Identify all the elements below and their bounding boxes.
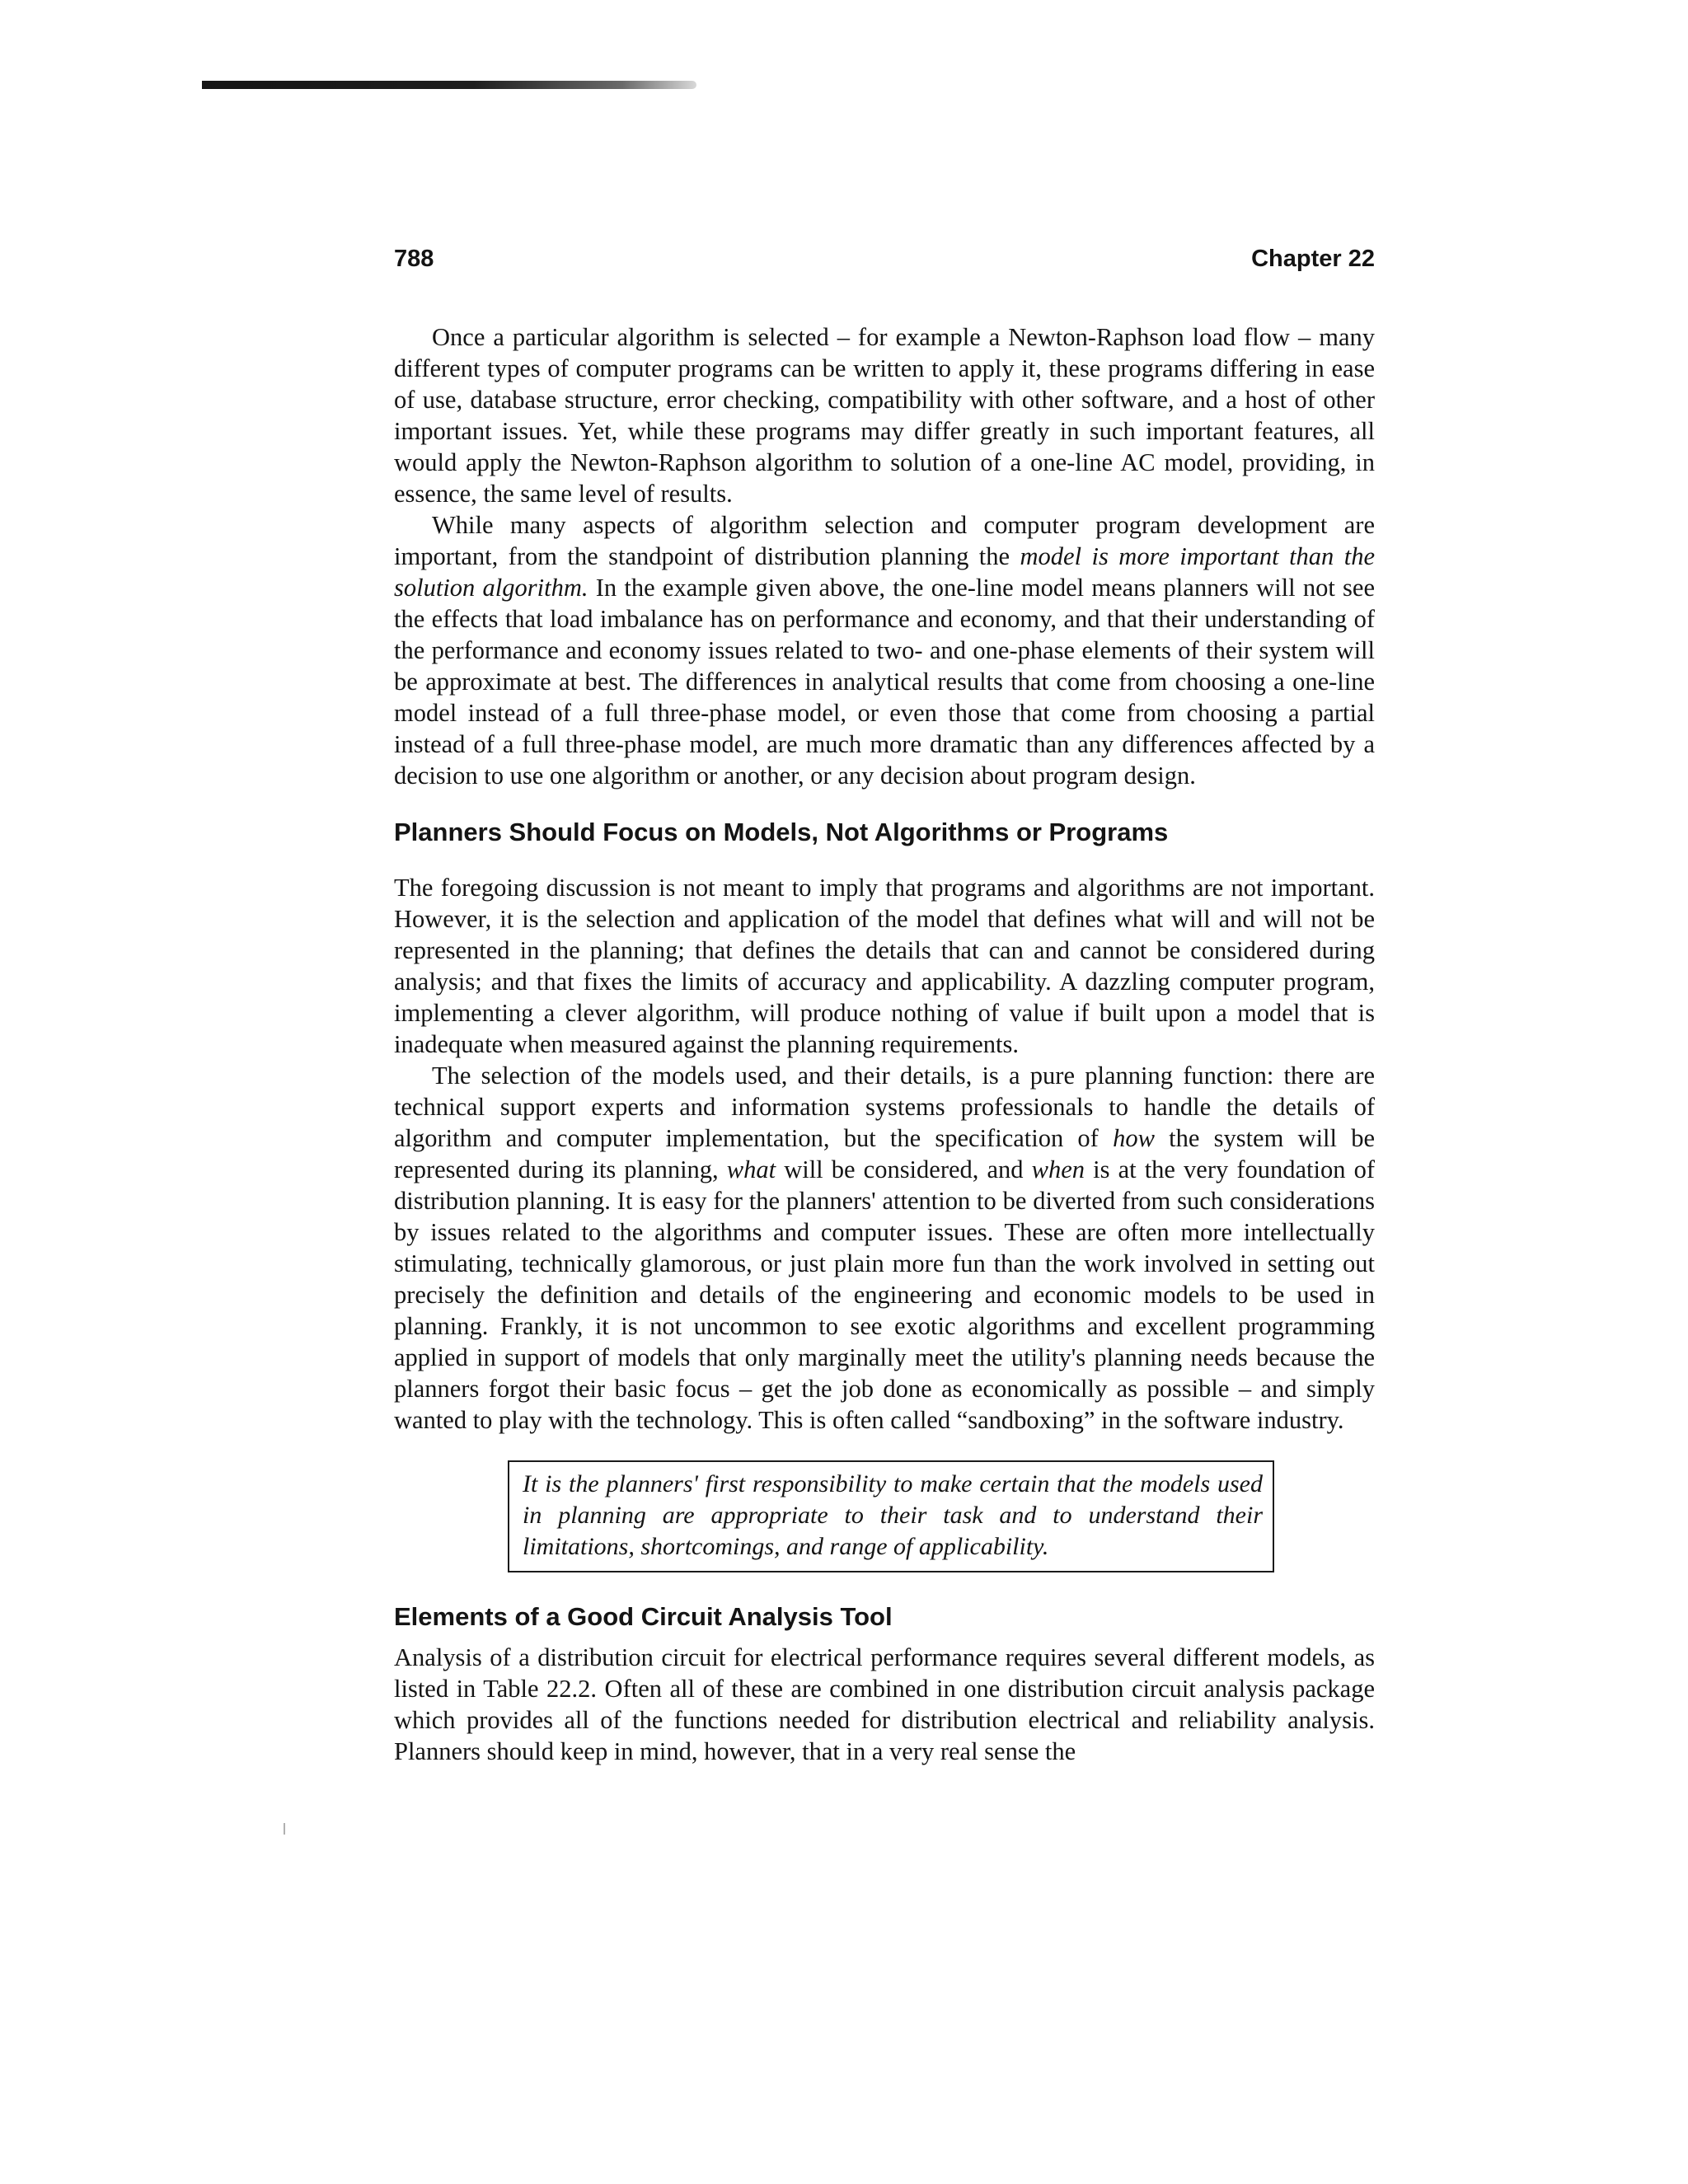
chapter-label: Chapter 22 <box>1251 246 1375 272</box>
paragraph-foregoing-discussion: The foregoing discussion is not meant to imply that programs and algorithms are not important. However, it is the selection and application of the model that defines what will and will not be represented in the planning; that defines the details that can and cannot be considered during analysis; and that fixes the limits of accuracy and applicability. A dazzling computer program, implementing a clever algorithm, will produce nothing of value if built upon a model that is inadequate when measured against the planning requirements. <box>394 874 1375 1058</box>
paragraph-text: While many aspects of algorithm selection and computer program development are important, from the standpoint of distribution planning the <box>394 511 1375 570</box>
paragraph-text: is at the very foundation of distribution planning. It is easy for the planners' attention to be diverted from such considerations by issues related to the algorithms and computer issues. These are often more intellectually stimulating, technically glamorous, or just plain more fun than the work involved in setting out precisely the definition and details of the engineering and economic models to be used in planning. Frankly, it is not uncommon to see exotic algorithms and excellent programming applied in support of models that only marginally meet the utility's planning needs because the planners forgot their basic focus – get the job done as economically as possible – and simply wanted to play with the technology. This is often called “sandboxing” in the software industry. <box>394 1155 1376 1434</box>
emphasis-text: model is more important than the solution algorithm. <box>394 542 1376 602</box>
scan-speck <box>284 1823 285 1835</box>
paragraph-text: will be considered, and <box>776 1155 1032 1183</box>
section-heading-focus-on-models: Planners Should Focus on Models, Not Algorithms or Programs <box>394 818 1169 846</box>
scan-edge-artifact <box>202 81 696 89</box>
paragraph-algorithm-selection: Once a particular algorithm is selected – for example a Newton-Raphson load flow – many different types of computer programs can be written to apply it, these programs differing in ease of use, database structure, error checking, compatibility with other software, and a host of other important issues. Yet, while these programs may differ greatly in such important features, all would apply the Newton-Raphson algorithm to solution of a one-line AC model, providing, in essence, the same level of results. <box>394 323 1375 508</box>
emphasis-how: how <box>1113 1124 1155 1152</box>
emphasis-when: when <box>1031 1155 1085 1183</box>
emphasis-what: what <box>726 1155 776 1183</box>
paragraph-text: the system will be represented during its planning, <box>394 1124 1375 1183</box>
paragraph-model-selection <box>394 1060 1375 1436</box>
paragraph-circuit-analysis: Analysis of a distribution circuit for electrical performance requires several different models, as listed in Table 22.2. Often all of these are combined in one distribution circuit analysis package which provides all of the functions needed for distribution electrical and reliability analysis. Planners should keep in mind, however, that in a very real sense the <box>394 1643 1375 1765</box>
running-header <box>394 246 1375 279</box>
callout-box: It is the planners' first responsibility to make certain that the models used in planning are appropriate to their task and to understand their limitations, shortcomings, and range of applicability. <box>508 1460 1274 1572</box>
page-body <box>394 321 1375 1767</box>
section-heading-circuit-analysis-tool: Elements of a Good Circuit Analysis Tool <box>394 1602 893 1631</box>
page-number: 788 <box>394 246 434 272</box>
paragraph-text: In the example given above, the one-line model means planners will not see the effects that load imbalance has on performance and economy, and that their understanding of the performance and economy issues related to two- and one-phase elements of their system will be approximate at best. The differences in analytical results that come from choosing a one-line model instead of a full three-phase model, or even those that come from choosing a partial instead of a full three-phase model, are much more dramatic than any differences affected by a decision to use one algorithm or another, or any decision about program design. <box>394 574 1376 790</box>
paragraph-model-importance <box>394 509 1375 791</box>
paragraph-text: The selection of the models used, and their details, is a pure planning function: there are technical support experts and information systems professionals to handle the details of algorithm and computer implementation, but the specification of <box>394 1062 1375 1152</box>
